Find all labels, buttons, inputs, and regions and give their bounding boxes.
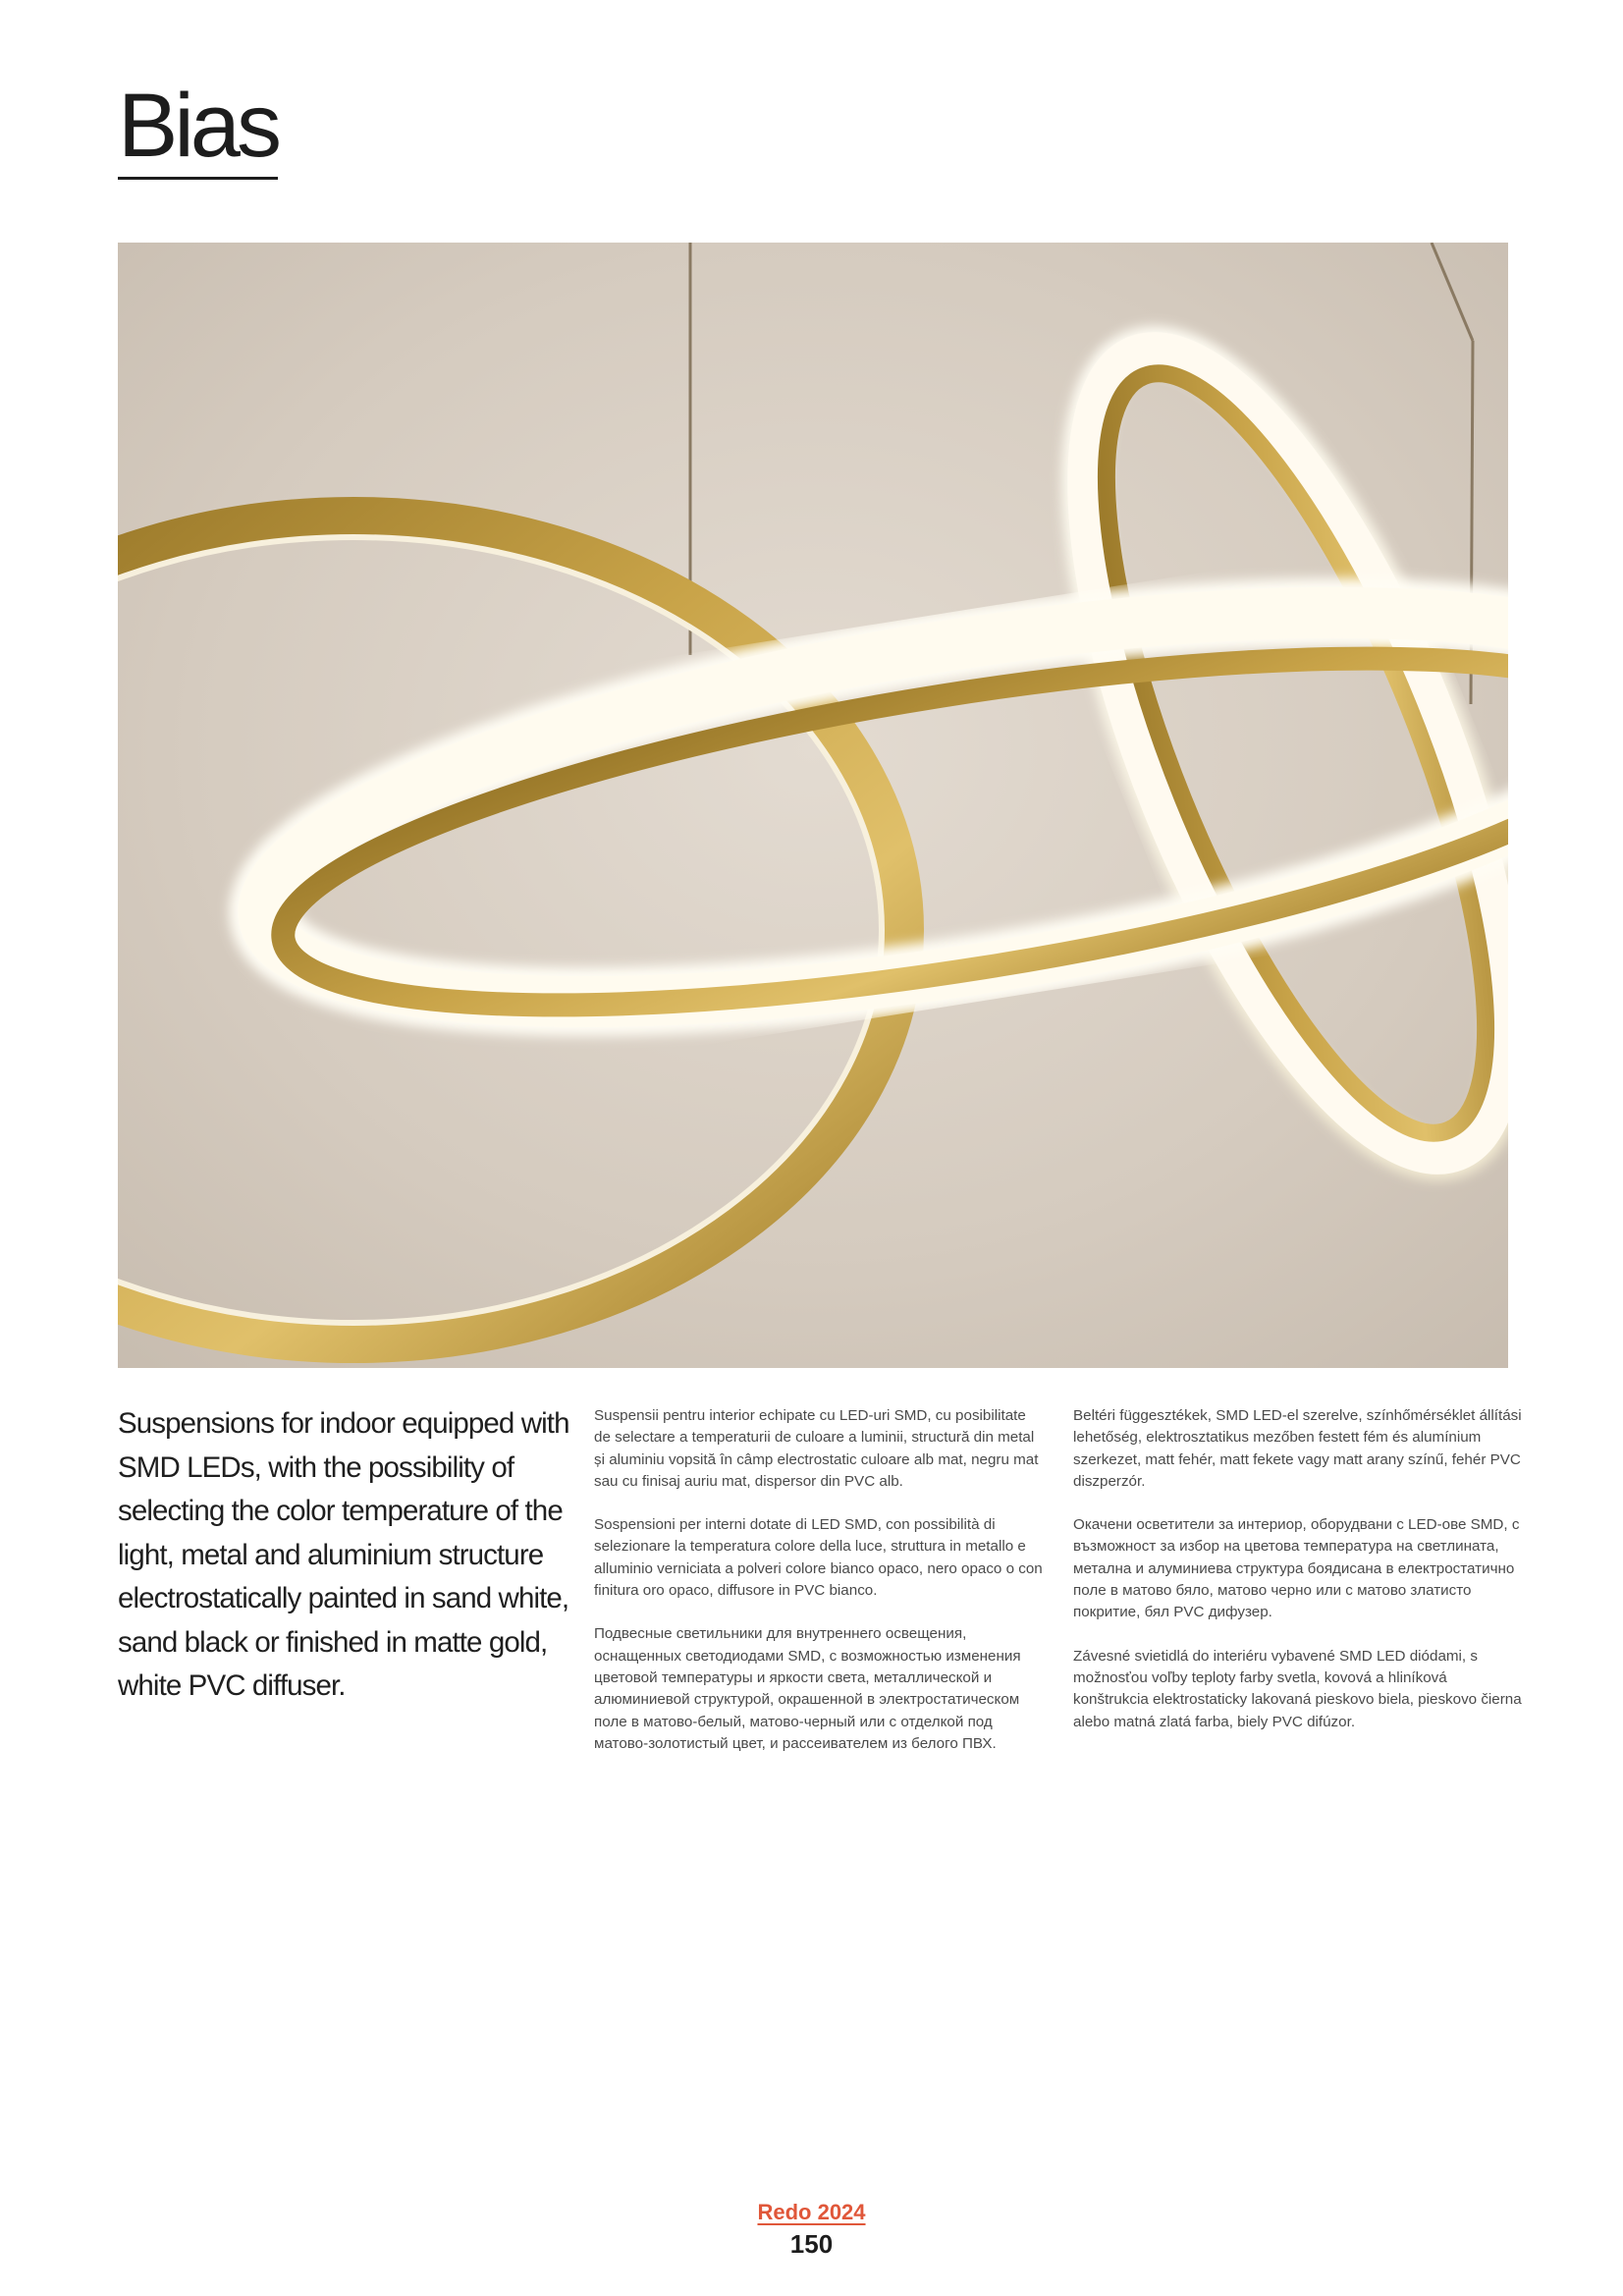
description-slovak: Závesné svietidlá do interiéru vybavené SMD LED diódami, s možnosťou voľby teploty farby svetla, kovová a hliníková konštrukcia elektrostaticky lakovaná pieskovo biela, pieskovo čierna alebo matná zlatá farba, biely PVC difúzor.	[1073, 1647, 1522, 1730]
description-bulgarian: Окачени осветители за интериор, оборудвани с LED-ове SMD, с възможност за избор на цветова температура на светлината, метална и алуминиева структура боядисана в електростатично поле в матово бяло, матово черно или с матово златисто покритие, бял PVC дифузер.	[1073, 1516, 1520, 1621]
description-english: Suspensions for indoor equipped with SMD LEDs, with the possibility of selecting the color temperature of the light, metal and aluminium structure electrostatically painted in sand white, sand black or finished in matte gold, white PVC diffuser.	[118, 1407, 569, 1702]
catalog-brand-link[interactable]: Redo 2024	[757, 2200, 866, 2224]
product-title: Bias	[118, 81, 278, 180]
description-russian: Подвесные светильники для внутреннего освещения, оснащенных светодиодами SMD, с возможностью изменения цветовой температуры и яркости света, металлической и алюминиевой структурой, окрашенной в электростатическом поле в матово-белый, матово-черный или с отделкой под матово-золотистый цвет, и рассеивателем из белого ПВХ.	[594, 1625, 1021, 1752]
description-italian: Sospensioni per interni dotate di LED SMD, con possibilità di selezionare la temperatura colore della luce, struttura in metallo e alluminio verniciata a polveri colore bianco opaco, nero opaco o con finitura oro opaco, diffusore in PVC bianco.	[594, 1516, 1043, 1600]
description-romanian: Suspensii pentru interior echipate cu LED-uri SMD, cu posibilitate de selectare a temperaturii de culoare a luminii, structură din metal și aluminiu vopsită în câmp electrostatic culoare alb mat, negru mat sau cu finisaj auriu mat, dispersor din PVC alb.	[594, 1407, 1039, 1490]
product-photo	[118, 243, 1508, 1368]
description-column-3	[1073, 1405, 1525, 1755]
description-hungarian: Beltéri függesztékek, SMD LED-el szerelve, színhőmérséklet állítási lehetőség, elektrosztatikus mezőben festett fém és alumínium szerkezet, matt fehér, matt fekete vagy matt arany színű, fehér PVC diszperzór.	[1073, 1407, 1522, 1490]
description-column-2	[594, 1405, 1046, 1777]
page-number: 150	[789, 2229, 834, 2259]
